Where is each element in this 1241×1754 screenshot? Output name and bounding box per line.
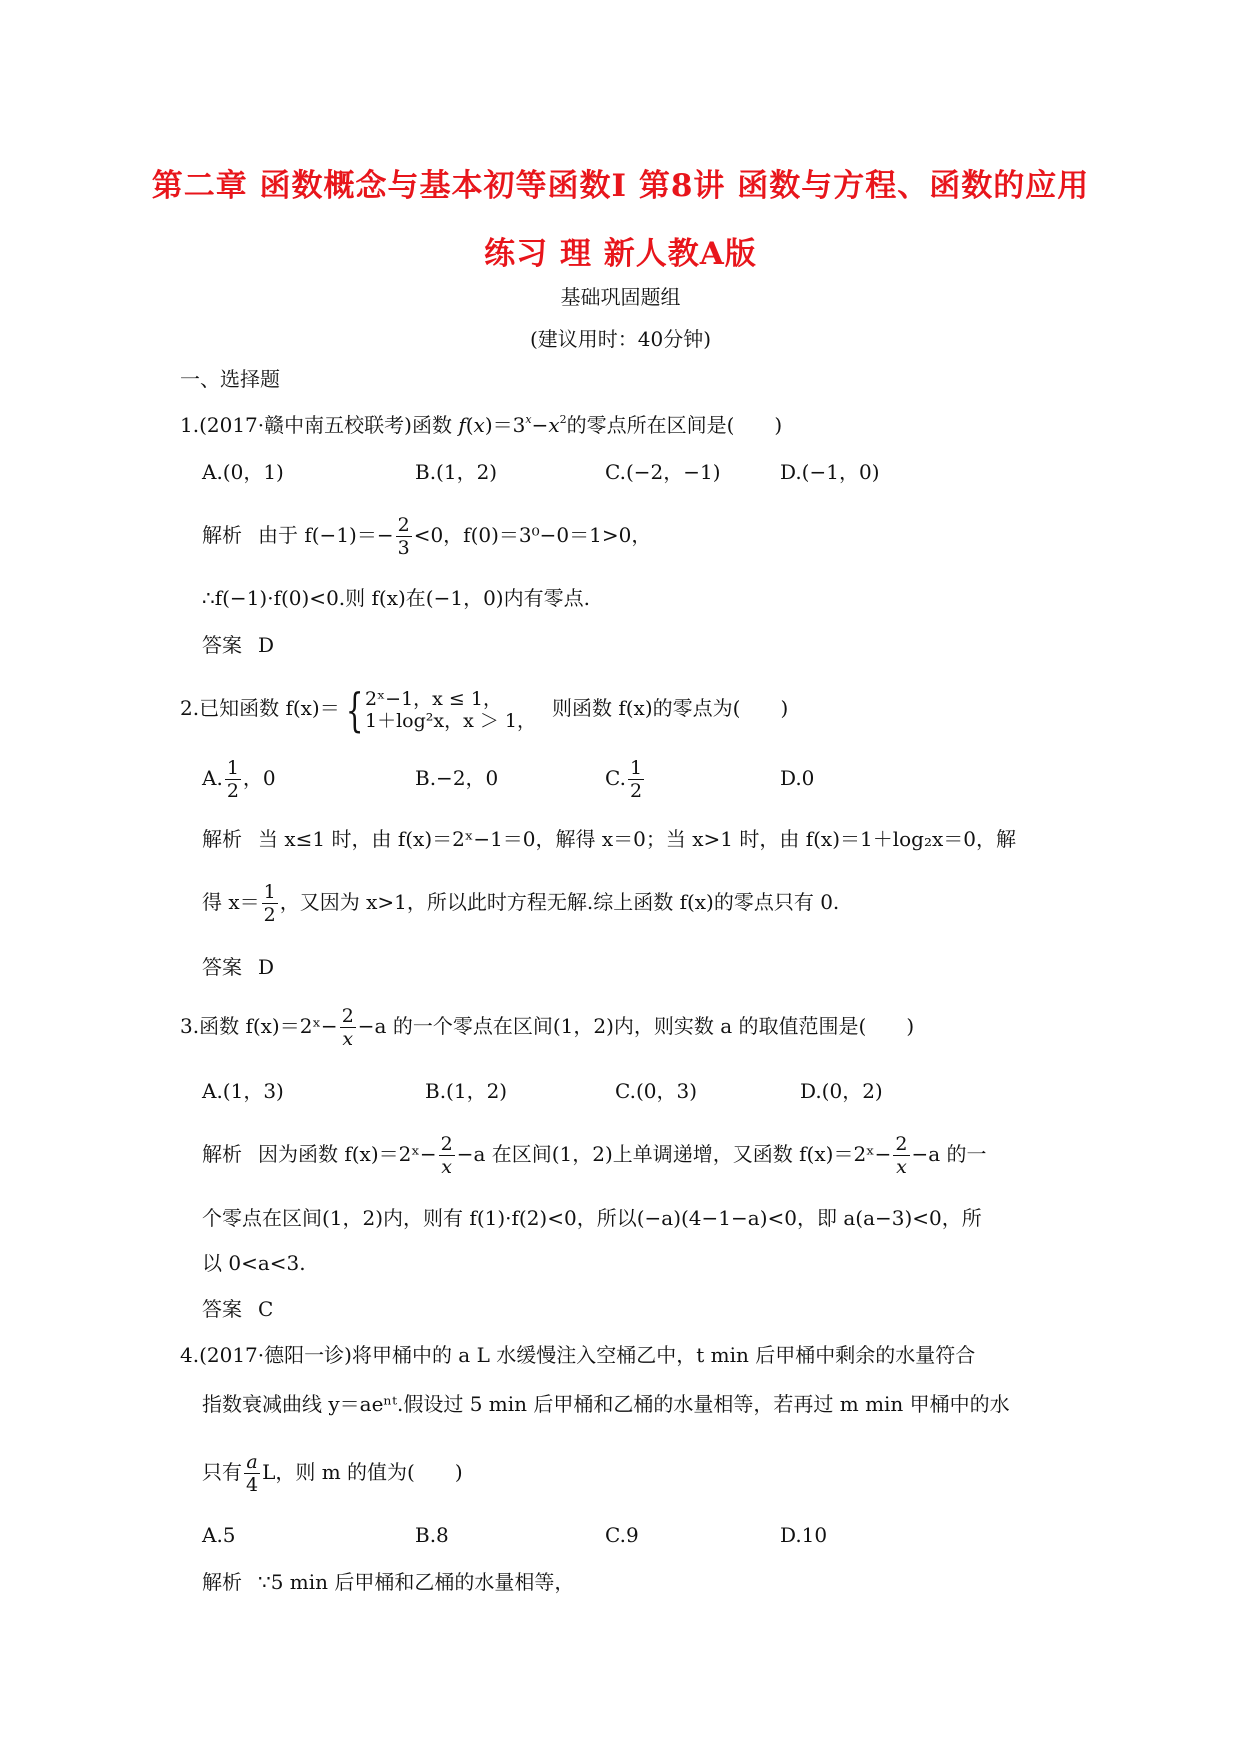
q1-stem-b: 的零点所在区间是( ) bbox=[566, 413, 783, 437]
q1-analysis: 解析 由于 f(−1)＝− $\frac{2}{3}$ <0，f(0)＝3⁰−0＝1>0， bbox=[202, 514, 652, 559]
q1-analysis-line2: ∴f(−1)·f(0)<0.则 f(x)在(−1，0)内有零点. bbox=[202, 586, 590, 610]
q2-answer: 答案 D bbox=[202, 955, 275, 979]
q2-analysis-line1: 解析 当 x≤1 时，由 f(x)＝2ˣ−1＝0，解得 x＝0；当 x>1 时，由 f(x)＝1＋log₂x＝0，解 bbox=[202, 827, 1016, 851]
q1-answer-label: 答案 bbox=[202, 633, 242, 657]
q3-analysis-line1: 解析 因为函数 f(x)＝2ˣ− $\frac{2}{x}$ −a 在区间(1，2)上单调递增，又函数 f(x)＝2ˣ− $\frac{2}{x}$ −a 的一 bbox=[202, 1133, 987, 1178]
q4-option-d: D.10 bbox=[780, 1523, 828, 1547]
q4-option-a: A.5 bbox=[202, 1523, 236, 1547]
document-title-line2: 练习 理 新人教A版 bbox=[484, 236, 757, 272]
document-title-line1: 第二章 函数概念与基本初等函数Ⅰ 第8讲 函数与方程、函数的应用 bbox=[151, 168, 1090, 204]
q1-option-b: B.(1，2) bbox=[415, 460, 498, 484]
q4-stem-line3: 只有 $\frac{a}{4}$ L，则 m 的值为( ) bbox=[202, 1451, 463, 1496]
q1-option-a: A.(0，1) bbox=[202, 460, 284, 484]
q3-analysis-line3: 以 0<a<3. bbox=[202, 1251, 306, 1275]
q1-answer-value: D bbox=[258, 633, 275, 657]
q2-option-d: D.0 bbox=[780, 766, 815, 790]
group-heading: 基础巩固题组 bbox=[560, 285, 681, 309]
q4-stem-line2: 指数衰减曲线 y＝aeⁿᵗ.假设过 5 min 后甲桶和乙桶的水量相等，若再过 m min 甲桶中的水 bbox=[202, 1392, 1010, 1416]
q1-formula: f bbox=[458, 413, 466, 437]
q4-analysis-line1: 解析 ∵5 min 后甲桶和乙桶的水量相等， bbox=[202, 1570, 575, 1594]
q1-fraction: $\frac{2}{3}$ bbox=[397, 514, 410, 559]
q3-answer: 答案 C bbox=[202, 1297, 274, 1321]
q4-option-c: C.9 bbox=[605, 1523, 639, 1547]
q2-option-b: B.−2，0 bbox=[415, 766, 499, 790]
q2-option-a: A. $\frac{1}{2}$ ，0 bbox=[202, 757, 276, 802]
q2-piecewise: 2ˣ−1，x ≤ 1， 1＋log²x，x ＞ 1， bbox=[365, 687, 536, 732]
q3-option-a: A.(1，3) bbox=[202, 1079, 284, 1103]
q4-stem-line1: 4.(2017·德阳一诊)将甲桶中的 a L 水缓慢注入空桶乙中，t min 后甲桶中剩余的水量符合 bbox=[180, 1343, 976, 1367]
q2-option-c: C. $\frac{1}{2}$ bbox=[605, 757, 643, 802]
q1-option-c: C.(−2，−1) bbox=[605, 460, 721, 484]
q2-stem: 2.已知函数 f(x)＝ { 2ˣ−1，x ≤ 1， 1＋log²x，x ＞ 1， 则函数 f(x)的零点为( ) bbox=[180, 682, 789, 737]
q1-option-d: D.(−1，0) bbox=[780, 460, 880, 484]
q1-stem-a: 1.(2017·赣中南五校联考)函数 bbox=[180, 413, 459, 437]
q1-analysis-label: 解析 bbox=[202, 523, 242, 547]
q1-answer bbox=[202, 632, 274, 658]
time-hint: (建议用时：40分钟) bbox=[529, 327, 712, 351]
section-heading: 一、选择题 bbox=[180, 367, 280, 391]
q3-option-c: C.(0，3) bbox=[615, 1079, 698, 1103]
q3-option-b: B.(1，2) bbox=[425, 1079, 508, 1103]
q2-analysis-line2: 得 x＝ $\frac{1}{2}$ ，又因为 x>1，所以此时方程无解.综上函数 f(x)的零点只有 0. bbox=[202, 881, 840, 926]
q3-option-d: D.(0，2) bbox=[800, 1079, 883, 1103]
q4-option-b: B.8 bbox=[415, 1523, 449, 1547]
q3-stem: 3.函数 f(x)＝2ˣ− $\frac{2}{x}$ −a 的一个零点在区间(1，2)内，则实数 a 的取值范围是( ) bbox=[180, 1005, 915, 1050]
q1-stem: 1.(2017·赣中南五校联考)函数 $f(x)=3^x-x^2$的零点所在区间是( ) bbox=[180, 413, 783, 437]
q3-analysis-line2: 个零点在区间(1，2)内，则有 f(1)·f(2)<0，所以(−a)(4−1−a)<0，即 a(a−3)<0，所 bbox=[202, 1206, 982, 1230]
